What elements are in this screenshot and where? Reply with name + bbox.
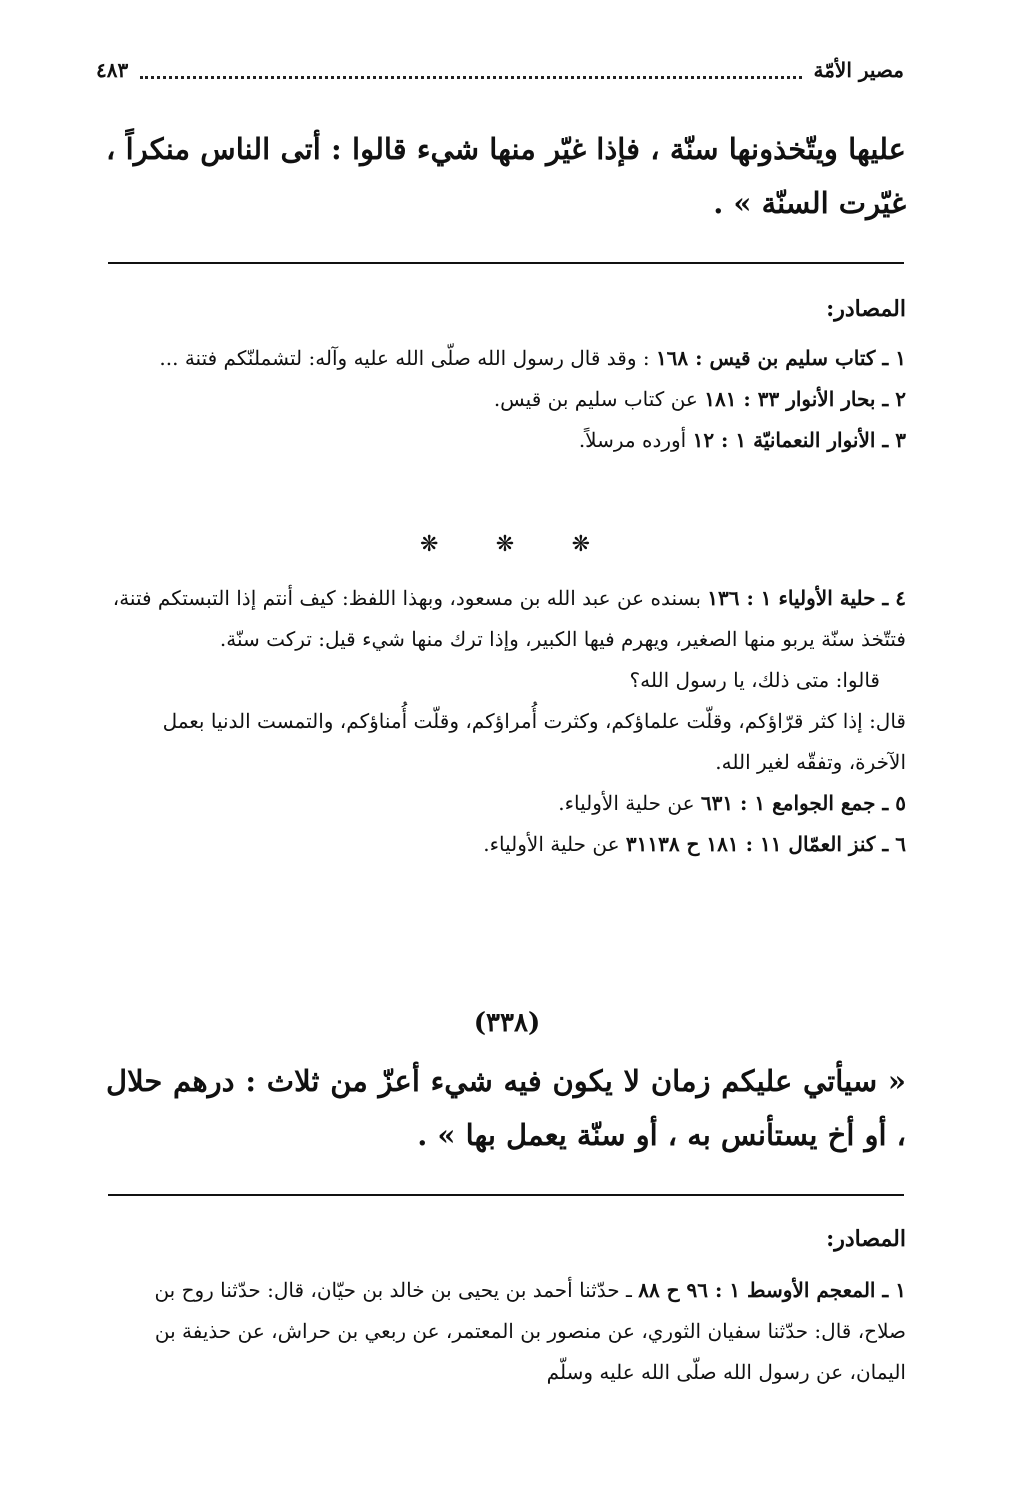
source-item (106, 578, 906, 660)
source-text: عن حلية الأولياء. (558, 791, 701, 815)
section-separator-stars (420, 532, 590, 557)
sources-list-2 (106, 1270, 906, 1393)
source-item (106, 824, 906, 865)
hadith-338-text: « سيأتي عليكم زمان لا يكون فيه شيء أعزّ من ثلاث : درهم حلال ، أو أخ يستأنس به ، أو سنّة يعمل بها » . (106, 1064, 906, 1152)
source-ref: ٤ ـ حلية الأولياء ١ : ١٣٦ (707, 586, 906, 610)
source-text: : وقد قال رسول الله صلّى الله عليه وآله: لتشملنّكم فتنة ... (159, 346, 656, 370)
sources-list-1b (106, 578, 906, 865)
quote-answer: قال: إذا كثر قرّاؤكم، وقلّت علماؤكم، وكثرت أُمراؤكم، وقلّت أُمناؤكم، والتمست الدنيا بعمل الآخرة، وتفقّه لغير الله. (162, 709, 906, 774)
quote-question: قالوا: متى ذلك، يا رسول الله؟ (629, 668, 880, 692)
source-text: عن كتاب سليم بن قيس. (493, 387, 705, 411)
source-text: عن حلية الأولياء. (483, 832, 626, 856)
header-leader-dots (140, 62, 801, 79)
hadith-number: (٣٣٨) (473, 1008, 541, 1038)
page-number: ٤٨٣ (96, 58, 129, 82)
source-text: ـ حدّثنا أحمد بن يحيى بن خالد بن حيّان، قال: حدّثنا روح بن صلاح، قال: حدّثنا سفيان الثوري، عن منصور بن المعتمر، عن ربعي بن حراش، عن حذيفة بن اليمان، عن رسول الله صلّى الله عليه وسلّم (154, 1278, 906, 1384)
source-item (106, 379, 906, 420)
source-ref: ٣ ـ الأنوار النعمانيّة ١ : ١٢ (692, 428, 906, 452)
sources-list-1 (106, 338, 906, 461)
source-item (106, 783, 906, 824)
running-header (96, 50, 904, 90)
footnote-divider (108, 1194, 904, 1196)
source-ref: ١ ـ كتاب سليم بن قيس : ١٦٨ (655, 346, 906, 370)
hadith-337-continuation: عليها ويتّخذونها سنّة ، فإذا غيّر منها شيء قالوا : أتى الناس منكراً ، غيّرت السنّة » . (106, 132, 906, 220)
source-ref: ٦ ـ كنز العمّال ١١ : ١٨١ ح ٣١١٣٨ (625, 832, 906, 856)
sources-title: المصادر: (826, 296, 906, 322)
source-ref: ١ ـ المعجم الأوسط ١ : ٩٦ ح ٨٨ (638, 1278, 906, 1302)
star-ornament: ❋ (420, 532, 439, 557)
source-ref: ٥ ـ جمع الجوامع ١ : ٦٣١ (700, 791, 906, 815)
footnote-divider (108, 262, 904, 264)
source-item (106, 420, 906, 461)
sources-title: المصادر: (826, 1226, 906, 1252)
source-item (106, 338, 906, 379)
source-text: أورده مرسلاً. (578, 428, 693, 452)
header-title: مصير الأمّة (813, 58, 904, 82)
star-ornament: ❋ (571, 532, 590, 557)
source-text: بسنده عن عبد الله بن مسعود، وبهذا اللفظ: كيف أنتم إذا التبستكم فتنة، فتتّخذ سنّة يربو منها الصغير، ويهرم فيها الكبير، وإذا ترك منها شيء قيل: تركت سنّة. (112, 586, 906, 651)
star-ornament: ❋ (495, 532, 515, 557)
source-item (106, 1270, 906, 1393)
source-ref: ٢ ـ بحار الأنوار ٣٣ : ١٨١ (704, 387, 906, 411)
